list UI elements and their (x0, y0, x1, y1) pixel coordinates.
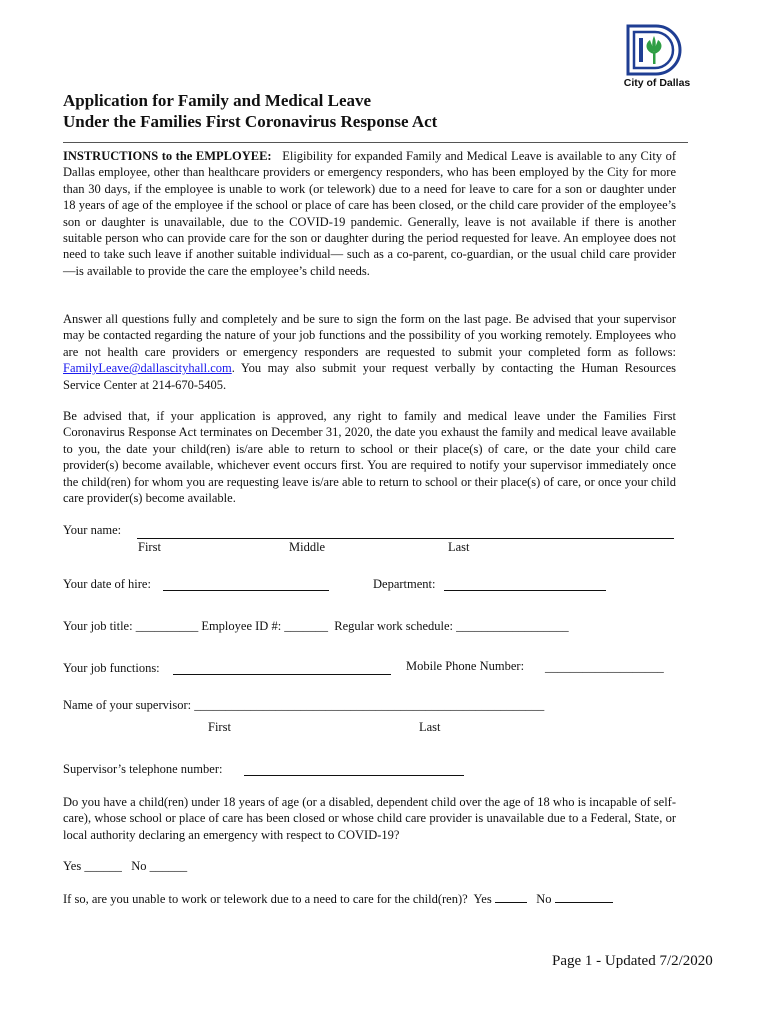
job-title-row (63, 619, 569, 634)
logo-caption: City of Dallas (623, 77, 691, 89)
title-divider (63, 142, 688, 143)
mobile-phone-label: Mobile Phone Number: (406, 659, 525, 673)
question-1: Do you have a child(ren) under 18 years of age (or a disabled, dependent child over the age of 18 who is incapable of self-care), whose school or place of care has been closed or whose child care provider is unavailable due to a Federal, State, or local authority declaring an emergency with respect to COVID-19? (63, 795, 676, 842)
name-first-caption: First (138, 540, 161, 554)
question-2-yes-input[interactable] (495, 902, 527, 903)
answer-1-no-label: No (131, 859, 147, 873)
answer-1-no-input[interactable]: ______ (149, 859, 188, 873)
termination-paragraph: Be advised that, if your application is approved, any right to family and medical leave under the Families First Coronavirus Response Act terminates on December 31, 2020, the date you exhaust the family and medical leave available to you, the date your child(ren) is/are able to return to school or their place(s) of care, or the date your child care provider(s) become available, whichever event occurs first. You are required to notify your supervisor immediately once the child(ren) for whom you are requesting leave is/are able to return to school or their place(s) of care, or once your child care provider(s) become available. (63, 409, 676, 506)
supervisor-phone-input[interactable] (244, 775, 464, 776)
email-link[interactable]: FamilyLeave@dallascityhall.com (63, 361, 232, 376)
form-title (63, 90, 437, 132)
answer-1-row (63, 859, 187, 874)
supervisor-last-caption: Last (419, 720, 441, 734)
name-input[interactable] (137, 538, 674, 539)
hire-date-input[interactable] (163, 590, 329, 591)
job-title-label: Your job title: (63, 619, 133, 633)
supervisor-phone-label: Supervisor’s telephone number: (63, 762, 223, 776)
supervisor-label: Name of your supervisor: (63, 698, 192, 712)
instructions-heading: INSTRUCTIONS to the EMPLOYEE: (63, 149, 272, 163)
submission-text: Answer all questions fully and completely and be sure to sign the form on the last page. Be advised that your supervisor may be contacted regarding the nature of your job functions and the possibility of you working remotely. Employees who are not health care providers or emergency responders are requested to submit your completed form as follows: (63, 312, 676, 359)
hire-date-label: Your date of hire: (63, 577, 151, 591)
instructions-paragraph (63, 148, 676, 279)
question-2-yes-label: Yes (473, 892, 492, 906)
submission-text-2: . You may also submit your request verbally by contacting the Human Resources Service Center at 214-670-5405. (63, 361, 676, 392)
job-functions-input[interactable] (173, 674, 391, 675)
job-functions-label: Your job functions: (63, 661, 160, 675)
supervisor-input[interactable]: ________________________________________________________ (194, 698, 545, 712)
schedule-label: Regular work schedule: (334, 619, 454, 633)
submission-paragraph (63, 311, 676, 393)
name-label: Your name: (63, 523, 122, 537)
answer-1-yes-label: Yes (63, 859, 82, 873)
instructions-body: Eligibility for expanded Family and Medical Leave is available to any City of Dallas employee, other than healthcare providers or emergency responders, who has been employed by the City for more than 30 days, if the employee is unable to work (or telework) due to a need for leave to care for a son or daughter under 18 years of age of the employee if the school or place of care has been closed, or the child care provider of the employee’s son or daughter is unavailable, due to the COVID-19 pandemic. Generally, leave is not available if there is another suitable person who can provide care for the son or daughter during the period requested for leave. An employee does not need to take such leave if another suitable individual— such as a co-parent, co-guardian, or the usual child care provider—is available to provide the care the employee’s child needs. (63, 149, 677, 278)
question-2-no-label: No (536, 892, 552, 906)
page-footer: Page 1 - Updated 7/2/2020 (552, 953, 713, 969)
job-title-input[interactable]: __________ (135, 619, 199, 633)
answer-1-yes-input[interactable]: ______ (84, 859, 122, 873)
employee-id-input[interactable]: _______ (284, 619, 329, 633)
question-2-row (63, 892, 613, 907)
department-label: Department: (373, 577, 436, 591)
title-line-2: Under the Families First Coronavirus Response Act (63, 112, 438, 131)
question-2-text: If so, are you unable to work or telework due to a need to care for the child(ren)? (63, 892, 468, 906)
name-middle-caption: Middle (289, 540, 326, 554)
mobile-phone-input[interactable]: ___________________ (545, 660, 664, 674)
title-line-1: Application for Family and Medical Leave (63, 91, 372, 110)
department-input[interactable] (444, 590, 606, 591)
city-of-dallas-logo (626, 24, 690, 76)
schedule-input[interactable]: __________________ (456, 619, 569, 633)
question-2-no-input[interactable] (555, 902, 613, 903)
name-last-caption: Last (448, 540, 470, 554)
supervisor-first-caption: First (208, 720, 231, 734)
supervisor-row (63, 698, 544, 713)
employee-id-label: Employee ID #: (201, 619, 282, 633)
